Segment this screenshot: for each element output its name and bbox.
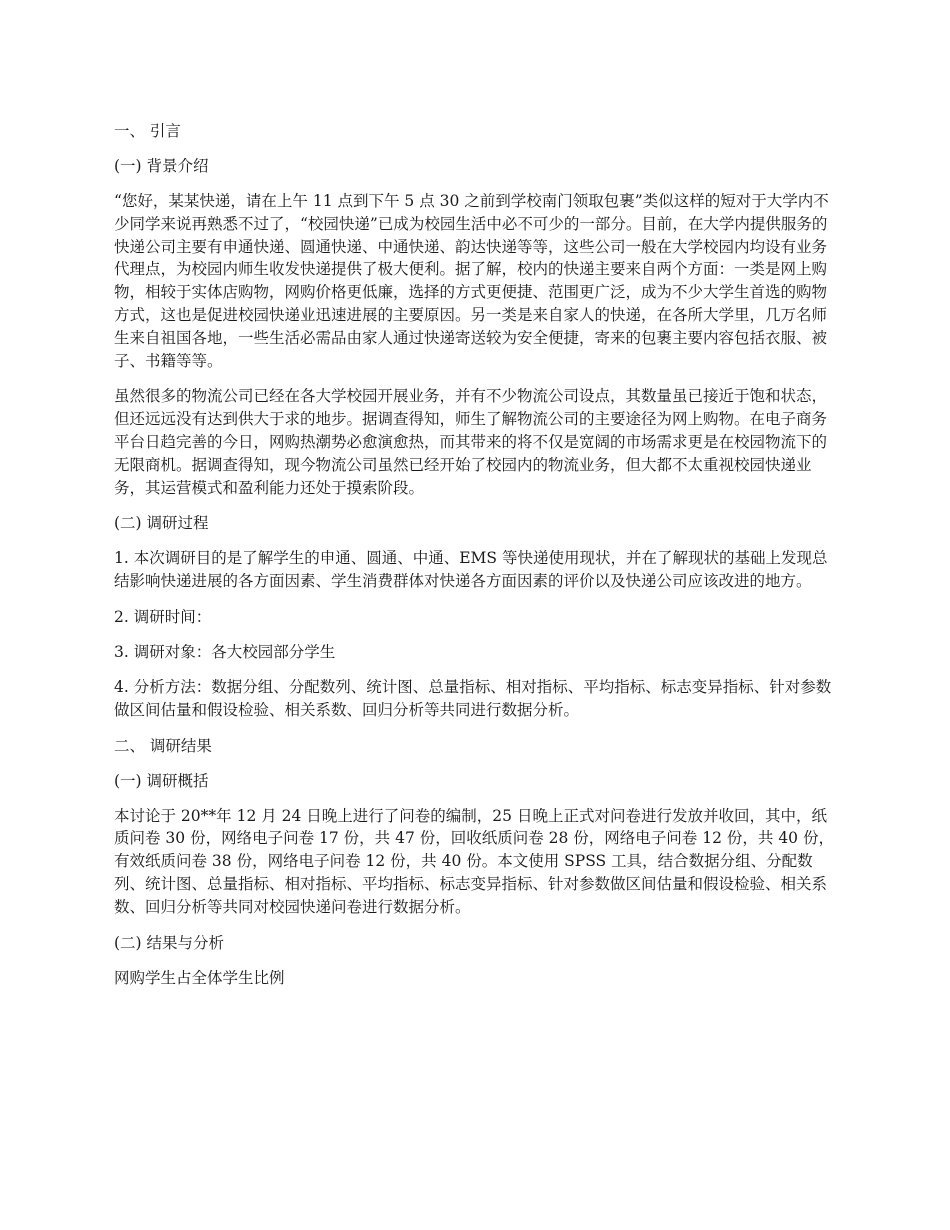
section-heading-introduction: 一、 引言 [114, 122, 181, 140]
document-page [114, 120, 840, 1002]
subsection-heading-process: (二) 调研过程 [114, 514, 209, 533]
subsection-heading-overview: (一) 调研概括 [114, 771, 209, 790]
paragraph-process-subjects: 3. 调研对象：各大校园部分学生 [114, 642, 336, 661]
paragraph-background-1: “您好，某某快递，请在上午 11 点到下午 5 点 30 之前到学校南门领取包裹”类似这样的短对于大学内不少同学来说再熟悉不过了，“校园快递”已成为校园生活中必不可少的一部分。目前，在大学内提供服务的快递公司主要有申通快递、圆通快递、中通快递、韵达快递等等，这些公司一般在大学校园内均设有业务代理点，为校园内师生收发快递提供了极大便利。据了解，校内的快递主要来自两个方面：一类是网上购物，相较于实体店购物，网购价格更低廉，选择的方式更便捷、范围更广泛，成为不少大学生首选的购物方式，这也是促进校园快递业迅速进展的主要原因。另一类是来自家人的快递，在各所大学里，几万名师生来自祖国各地，一些生活必需品由家人通过快递寄送较为安全便捷，寄来的包裹主要内容包括衣服、被子、书籍等等。 [114, 192, 829, 370]
paragraph-process-purpose: 1. 本次调研目的是了解学生的申通、圆通、中通、EMS 等快递使用现状，并在了解现状的基础上发现总结影响快递进展的各方面因素、学生消费群体对快递各方面因素的评价以及快递公司应该改进的地方。 [114, 549, 828, 591]
subsection-heading-analysis: (二) 结果与分析 [114, 933, 225, 952]
section-heading-results: 二、 调研结果 [114, 736, 212, 755]
paragraph-process-methods: 4. 分析方法：数据分组、分配数列、统计图、总量指标、相对指标、平均指标、标志变异指标、针对参数做区间估量和假设检验、相关系数、回归分析等共同进行数据分析。 [114, 677, 832, 719]
subsection-heading-background: (一) 背景介绍 [114, 157, 209, 175]
paragraph-overview: 本讨论于 20**年 12 月 24 日晚上进行了问卷的编制，25 日晚上正式对问卷进行发放并收回，其中，纸质问卷 30 份，网络电子问卷 17 份，共 47 份，回收纸质问卷 28 份，网络电子问卷 12 份，共 40 份，有效纸质问卷 38 份，网络电子问卷 12 份，共 40 份。本文使用 SPSS 工具，结合数据分组、分配数列、统计图、总量指标、相对指标、平均指标、标志变异指标、针对参数做区间估量和假设检验、相关系数、回归分析等共同对校园快递问卷进行数据分析。 [114, 806, 834, 916]
paragraph-process-time: 2. 调研时间： [114, 607, 212, 626]
paragraph-background-2: 虽然很多的物流公司已经在各大学校园开展业务，并有不少物流公司设点，其数量虽已接近于饱和状态，但还远远没有达到供大于求的地步。据调查得知，师生了解物流公司的主要途径为网上购物。在电子商务平台日趋完善的今日，网购热潮势必愈演愈热，而其带来的将不仅是宽阔的市场需求更是在校园物流下的无限商机。据调查得知，现今物流公司虽然已经开始了校园内的物流业务，但大都不太重视校园快递业务，其运营模式和盈利能力还处于摸索阶段。 [114, 387, 828, 497]
paragraph-online-shopping-ratio: 网购学生占全体学生比例 [114, 968, 285, 987]
